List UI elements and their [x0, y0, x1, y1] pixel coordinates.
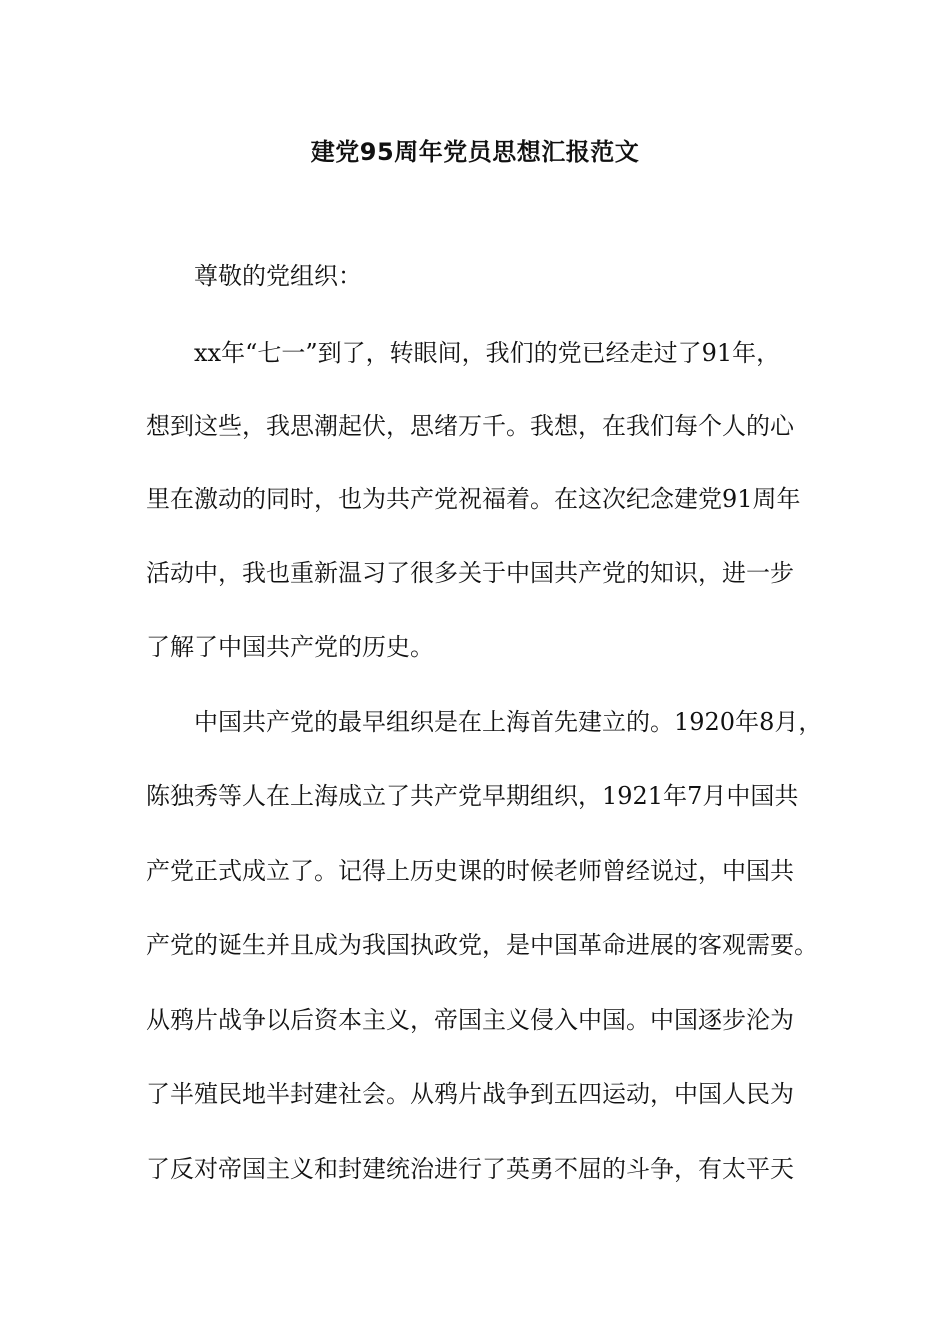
body-line: 活动中，我也重新温习了很多关于中国共产党的知识，进一步 [146, 559, 794, 587]
document-title: 建党95周年党员思想汇报范文 [310, 138, 640, 166]
body-line: 陈独秀等人在上海成立了共产党早期组织，1921年7月中国共 [146, 782, 799, 810]
body-line: 产党的诞生并且成为我国执政党，是中国革命进展的客观需要。 [146, 931, 818, 959]
body-line: 了解了中国共产党的历史。 [146, 633, 434, 661]
salutation: 尊敬的党组织： [194, 262, 362, 290]
body-line: 想到这些，我思潮起伏，思绪万千。我想，在我们每个人的心 [146, 412, 794, 440]
body-line: 从鸦片战争以后资本主义，帝国主义侵入中国。中国逐步沦为 [146, 1006, 794, 1034]
body-line: 了半殖民地半封建社会。从鸦片战争到五四运动，中国人民为 [146, 1080, 794, 1108]
body-line: xx年“七一”到了，转眼间，我们的党已经走过了91年， [194, 339, 781, 367]
body-line: 产党正式成立了。记得上历史课的时候老师曾经说过，中国共 [146, 857, 794, 885]
body-line: 里在激动的同时，也为共产党祝福着。在这次纪念建党91周年 [146, 485, 801, 513]
body-line: 中国共产党的最早组织是在上海首先建立的。1920年8月， [194, 708, 823, 736]
body-line: 了反对帝国主义和封建统治进行了英勇不屈的斗争，有太平天 [146, 1155, 794, 1183]
